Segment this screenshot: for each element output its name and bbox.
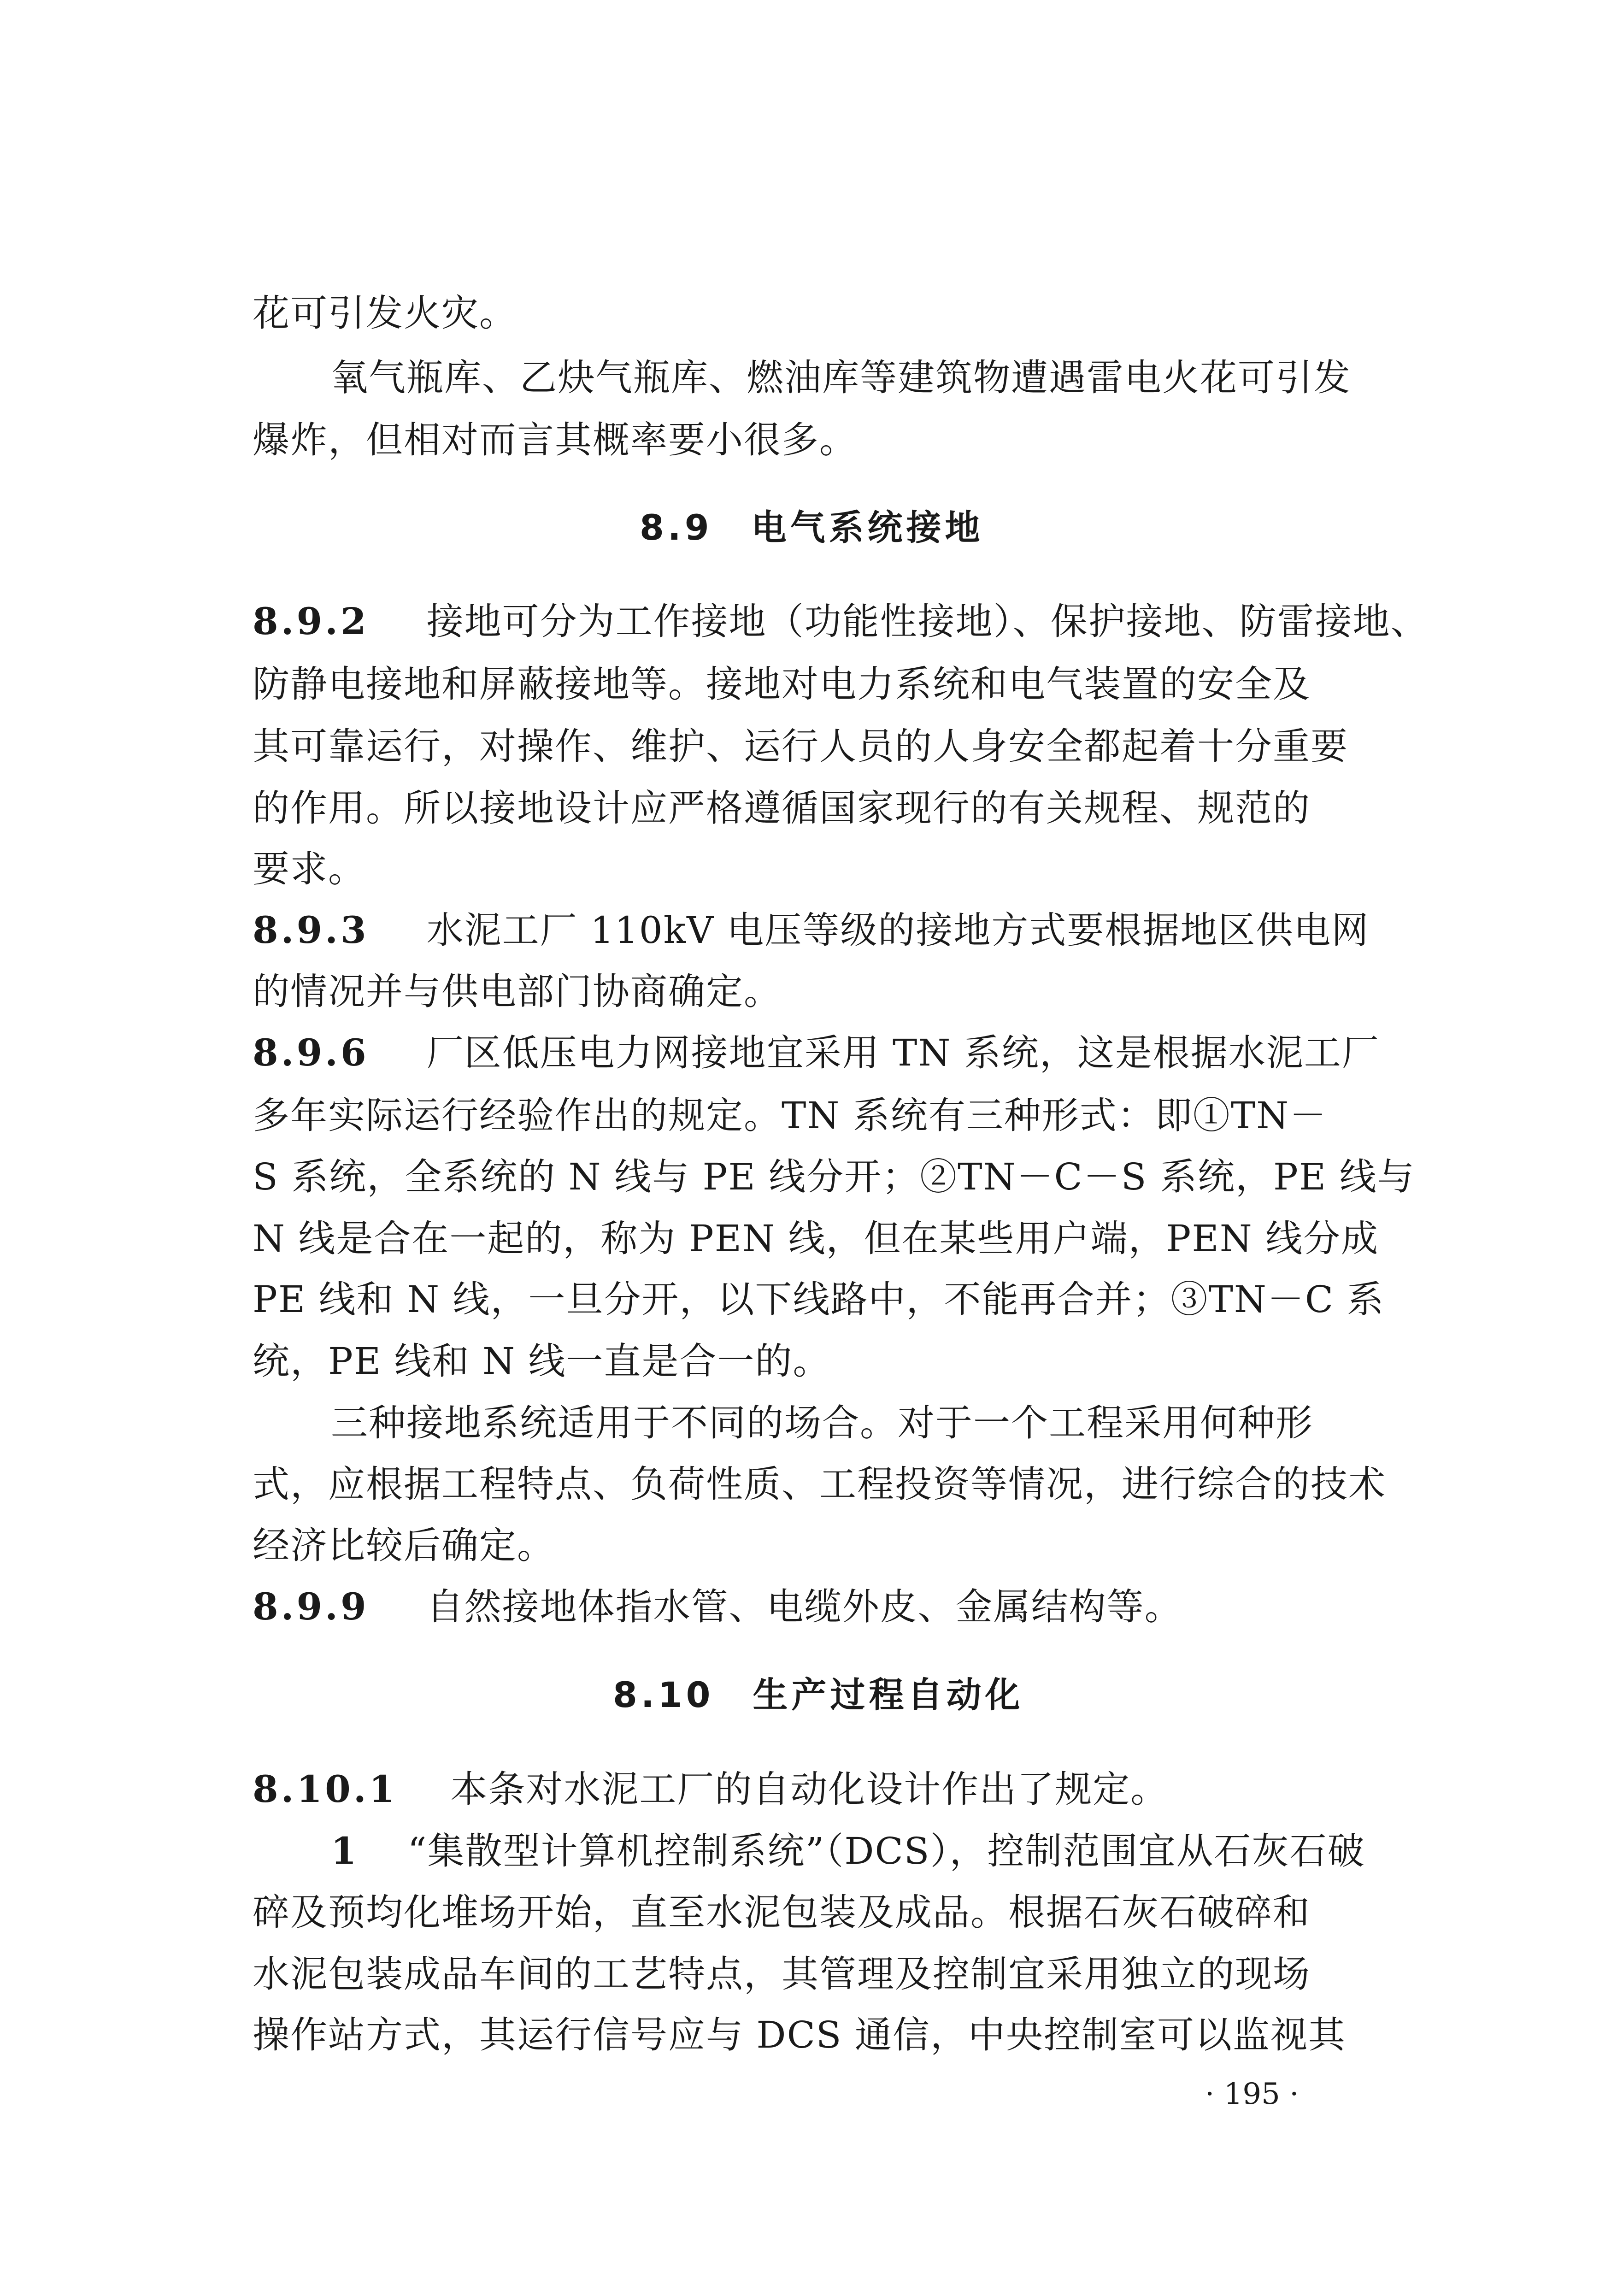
text-line: 经济比较后确定。 bbox=[253, 1524, 555, 1567]
clause-number: 8.9.9 bbox=[253, 1585, 369, 1628]
clause-text: 水泥工厂 110kV 电压等级的接地方式要根据地区供电网 bbox=[426, 909, 1370, 952]
clause-8-9-6 bbox=[253, 1031, 1380, 1074]
text-line: 操作站方式，其运行信号应与 DCS 通信，中央控制室可以监视其 bbox=[253, 2013, 1347, 2056]
clause-number: 8.9.6 bbox=[253, 1031, 369, 1074]
clause-8-9-2 bbox=[253, 600, 1429, 643]
text-line: 氧气瓶库、乙炔气瓶库、燃油库等建筑物遭遇雷电火花可引发 bbox=[331, 356, 1351, 399]
clause-text: 接地可分为工作接地（功能性接地）、保护接地、防雷接地、 bbox=[426, 600, 1429, 643]
text-line: 多年实际运行经验作出的规定。TN 系统有三种形式：即①TN－ bbox=[253, 1094, 1328, 1137]
text-line: S 系统，全系统的 N 线与 PE 线分开；②TN－C－S 系统，PE 线与 bbox=[253, 1155, 1415, 1198]
clause-8-9-9 bbox=[253, 1585, 1182, 1628]
clause-number: 8.9.2 bbox=[253, 600, 369, 643]
text-line: 三种接地系统适用于不同的场合。对于一个工程采用何种形 bbox=[331, 1401, 1313, 1444]
text-line: 爆炸，但相对而言其概率要小很多。 bbox=[253, 418, 857, 461]
text-line: 要求。 bbox=[253, 848, 366, 890]
clause-number: 8.9.3 bbox=[253, 908, 369, 952]
section-heading-8-9: 8.9 电气系统接地 bbox=[640, 507, 984, 548]
clause-text: 本条对水泥工厂的自动化设计作出了规定。 bbox=[450, 1768, 1169, 1811]
clause-8-9-3 bbox=[253, 908, 1370, 952]
text-line: 的情况并与供电部门协商确定。 bbox=[253, 970, 782, 1013]
text-line: 花可引发火灾。 bbox=[253, 292, 517, 335]
text-line: 水泥包装成品车间的工艺特点，其管理及控制宜采用独立的现场 bbox=[253, 1953, 1311, 1996]
text-line: 式，应根据工程特点、负荷性质、工程投资等情况，进行综合的技术 bbox=[253, 1463, 1386, 1506]
text-line: 的作用。所以接地设计应严格遵循国家现行的有关规程、规范的 bbox=[253, 787, 1311, 830]
section-heading-8-10: 8.10 生产过程自动化 bbox=[613, 1674, 1024, 1715]
item-number: 1 bbox=[331, 1829, 359, 1872]
text-line: PE 线和 N 线，一旦分开，以下线路中，不能再合并；③TN－C 系 bbox=[253, 1278, 1385, 1321]
item-text: “集散型计算机控制系统”（DCS），控制范围宜从石灰石破 bbox=[407, 1830, 1365, 1872]
text-line: 其可靠运行，对操作、维护、运行人员的人身安全都起着十分重要 bbox=[253, 725, 1348, 768]
clause-8-10-1 bbox=[253, 1767, 1169, 1811]
text-line: 统，PE 线和 N 线一直是合一的。 bbox=[253, 1340, 831, 1383]
text-line: 碎及预均化堆场开始，直至水泥包装及成品。根据石灰石破碎和 bbox=[253, 1891, 1311, 1934]
clause-number: 8.10.1 bbox=[253, 1767, 398, 1811]
text-line: N 线是合在一起的，称为 PEN 线，但在某些用户端，PEN 线分成 bbox=[253, 1217, 1379, 1260]
page-number: · 195 · bbox=[1205, 2077, 1299, 2111]
text-line: 防静电接地和屏蔽接地等。接地对电力系统和电气装置的安全及 bbox=[253, 663, 1311, 706]
clause-text: 自然接地体指水管、电缆外皮、金属结构等。 bbox=[426, 1585, 1182, 1628]
item-1 bbox=[331, 1829, 1365, 1872]
clause-text: 厂区低压电力网接地宜采用 TN 系统，这是根据水泥工厂 bbox=[426, 1031, 1380, 1074]
